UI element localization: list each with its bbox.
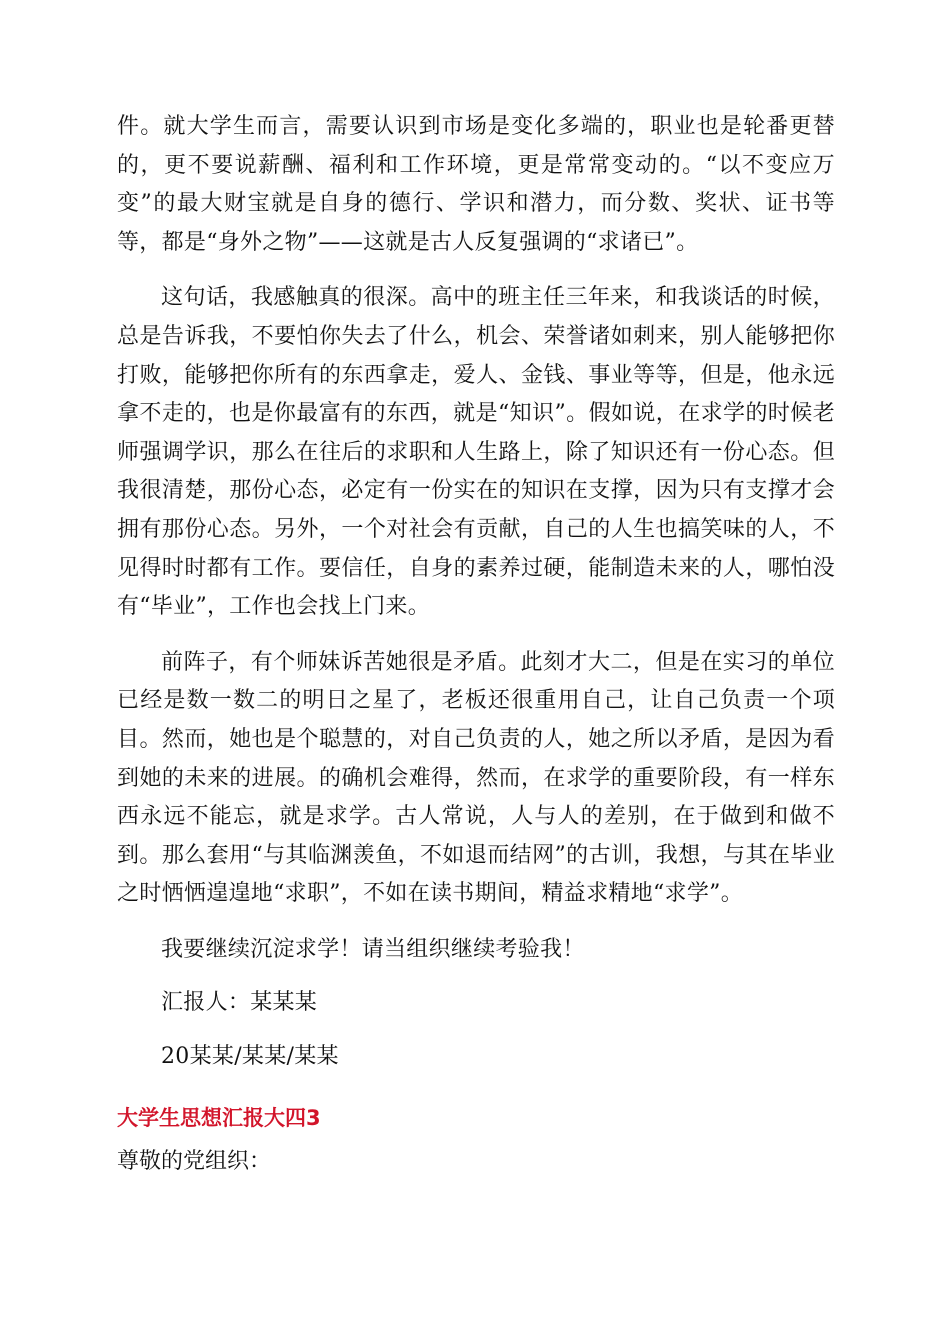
section-heading: 大学生思想汇报大四3 (117, 1105, 321, 1130)
paragraph-continuation: 件。就大学生而言，需要认识到市场是变化多端的，职业也是轮番更替的，更不要说薪酬、福利和工作环境，更是常常变动的。“以不变应万变”的最大财宝就是自身的德行、学识和潜力，而分数、奖状、证书等等，都是“身外之物”——这就是古人反复强调的“求诸已”。 (117, 114, 835, 255)
date-line: 20某某/某某/某某 (161, 1044, 339, 1070)
paragraph-junior-story: 前阵子，有个师妹诉苦她很是矛盾。此刻才大二，但是在实习的单位已经是数一数二的明日之星了，老板还很重用自己，让自己负责一个项目。然而，她也是个聪慧的，对自己负责的人，她之所以矛盾，是因为看到她的未来的进展。的确机会难得，然而，在求学的重要阶段，有一样东西永远不能忘，就是求学。古人常说，人与人的差别，在于做到和做不到。那么套用“与其临渊羡鱼，不如退而结网”的古训，我想，与其在毕业之时恓恓遑遑地“求职”，不如在读书期间，精益求精地“求学”。 (117, 649, 835, 907)
salutation: 尊敬的党组织： (117, 1148, 272, 1174)
paragraph-teacher-advice: 这句话，我感触真的很深。高中的班主任三年来，和我谈话的时候，总是告诉我，不要怕你失去了什么，机会、荣誉诸如刺来，别人能够把你打败，能够把你所有的东西拿走，爱人、金钱、事业等等，但是，他永远拿不走的，也是你最富有的东西，就是“知识”。假如说，在求学的时候老师强调学识，那么在往后的求职和人生路上，除了知识还有一份心态。但我很清楚，那份心态，必定有一份实在的知识在支撑，因为只有支撑才会拥有那份心态。另外，一个对社会有贡献，自己的人生也搞笑味的人，不见得时时都有工作。要信任，自身的素养过硬，能制造未来的人，哪怕没有“毕业”，工作也会找上门来。 (117, 285, 835, 620)
document-page (117, 108, 835, 1181)
paragraph-closing-statement: 我要继续沉淀求学！请当组织继续考验我！ (161, 936, 585, 962)
reporter-line: 汇报人：某某某 (161, 990, 318, 1016)
